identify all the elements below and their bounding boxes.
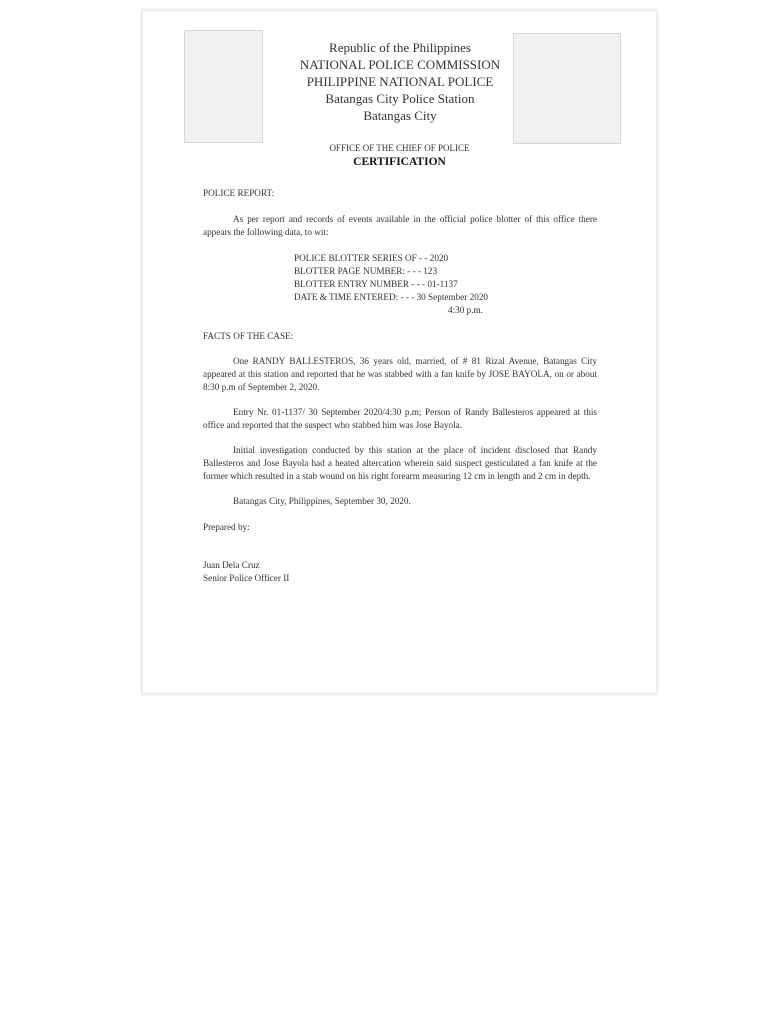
facts-label: FACTS OF THE CASE: [203, 331, 294, 341]
letterhead [268, 39, 532, 124]
blotter-series: POLICE BLOTTER SERIES OF - - 2020 [294, 253, 449, 263]
header-line-pnp: PHILIPPINE NATIONAL POLICE [306, 74, 494, 89]
facts-paragraph-2: Entry Nr. 01-1137/ 30 September 2020/4:30 p.m; Person of Randy Ballesteros appeared at this office and reported that the suspect who stabbed him was Jose Bayola. [203, 407, 597, 430]
blotter-entry-number: BLOTTER ENTRY NUMBER - - - 01-1137 [294, 279, 458, 289]
document-body [203, 187, 597, 585]
header-line-napolcom: NATIONAL POLICE COMMISSION [299, 57, 501, 72]
blotter-details [294, 252, 597, 317]
prepared-by-label: Prepared by: [203, 522, 250, 532]
police-report-label: POLICE REPORT: [203, 188, 275, 198]
header-line-republic: Republic of the Philippines [329, 40, 471, 55]
facts-paragraph-3: Initial investigation conducted by this station at the place of incident disclosed that Randy Ballesteros and Jose Bayola had a heated altercation wherein said suspect gesticulated a fan knife at the former which resulted in a stab wound on his right forearm measuring 12 cm in length and 2 cm in depth. [203, 445, 597, 481]
header-line-station: Batangas City Police Station [325, 91, 475, 106]
document-title: CERTIFICATION [353, 156, 446, 168]
place-date: Batangas City, Philippines, September 30, 2020. [233, 496, 411, 506]
blotter-time-entered: 4:30 p.m. [448, 305, 483, 315]
office-heading: OFFICE OF THE CHIEF OF POLICE [329, 143, 470, 153]
logo-left-placeholder [184, 30, 263, 143]
signatory-name: Juan Dela Cruz [203, 560, 260, 570]
signatory-position: Senior Police Officer II [203, 573, 290, 583]
header-line-city: Batangas City [363, 108, 437, 123]
blotter-date-entered: DATE & TIME ENTERED: - - - 30 September 2020 [294, 292, 489, 302]
intro-paragraph: As per report and records of events available in the official police blotter of this office there appears the following data, to wit: [203, 214, 597, 237]
facts-paragraph-1: One RANDY BALLESTEROS, 36 years old, married, of # 81 Rizal Avenue, Batangas City appeared at this station and reported that he was stabbed with a fan knife by JOSE BAYOLA, on or about 8:30 p.m of September 2, 2020. [203, 356, 597, 392]
document-page [142, 10, 657, 694]
blotter-page-number: BLOTTER PAGE NUMBER: - - - 123 [294, 266, 438, 276]
